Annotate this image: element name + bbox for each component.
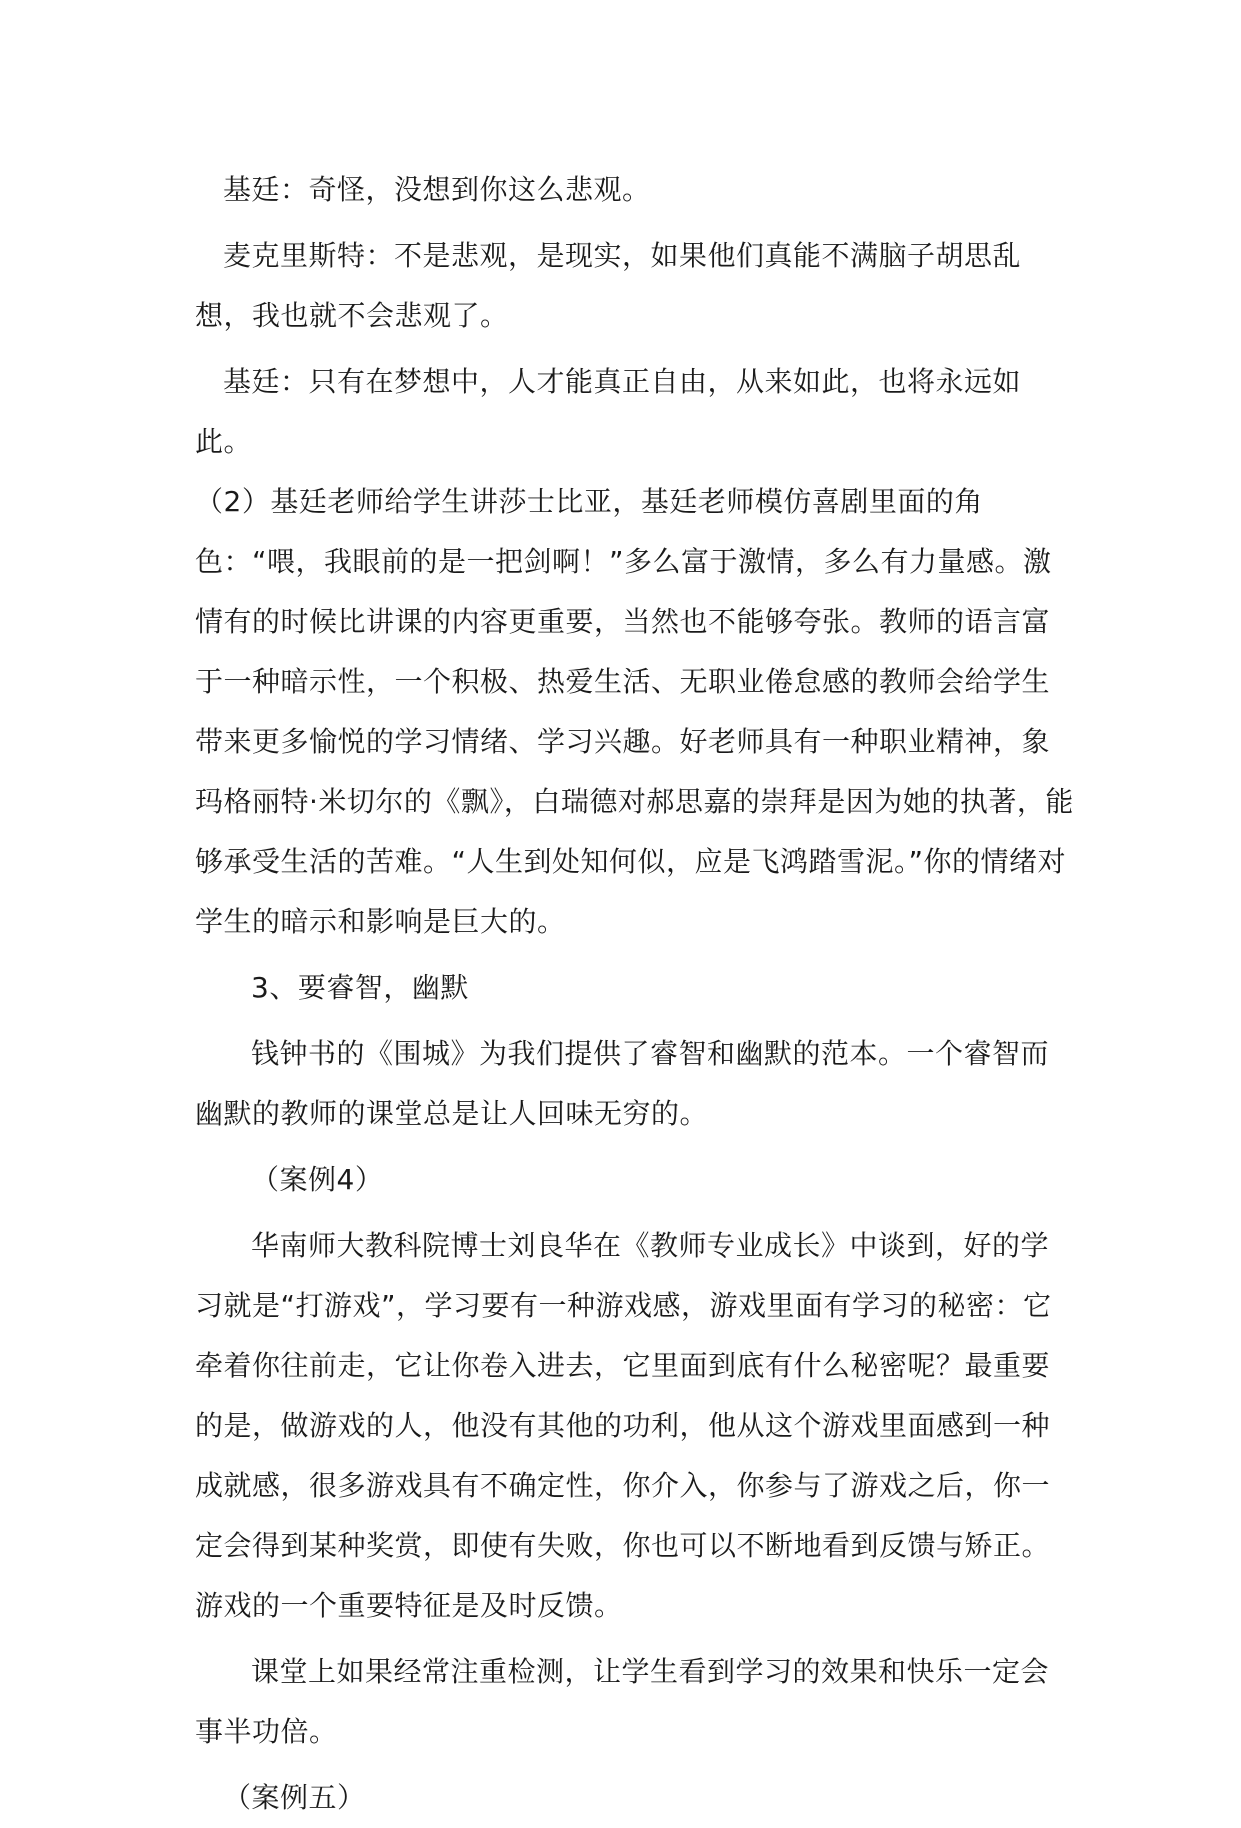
case-label-4: （案例4） <box>251 1163 384 1196</box>
dialogue-line-keating-1: 基廷：奇怪，没想到你这么悲观。 <box>223 173 651 206</box>
paragraph-fortress-besieged: 钱钟书的《围城》为我们提供了睿智和幽默的范本。一个睿智而幽默的教师的课堂总是让人回味无穷的。 <box>195 1037 1050 1130</box>
case-label-5: （案例五） <box>223 1781 366 1814</box>
dialogue-line-keating-2: 基廷：只有在梦想中，人才能真正自由，从来如此，也将永远如此。 <box>195 365 1022 458</box>
document-body <box>195 160 1075 1828</box>
paragraph-game-learning: 华南师大教科院博士刘良华在《教师专业成长》中谈到，好的学习就是“打游戏”，学习要有一种游戏感，游戏里面有学习的秘密：它牵着你往前走，它让你卷入进去，它里面到底有什么秘密呢？最重要的是，做游戏的人，他没有其他的功利，他从这个游戏里面感到一种成就感，很多游戏具有不确定性，你介入，你参与了游戏之后，你一定会得到某种奖赏，即使有失败，你也可以不断地看到反馈与矫正。游戏的一个重要特征是及时反馈。 <box>195 1229 1052 1622</box>
paragraph-case-2: （2）基廷老师给学生讲莎士比亚，基廷老师模仿喜剧里面的角色：“喂，我眼前的是一把剑啊！”多么富于激情，多么有力量感。激情有的时候比讲课的内容更重要，当然也不能够夸张。教师的语言富于一种暗示性，一个积极、热爱生活、无职业倦怠感的教师会给学生带来更多愉悦的学习情绪、学习兴趣。好老师具有一种职业精神，象玛格丽特·米切尔的《飘》，白瑞德对郝思嘉的崇拜是因为她的执著，能够承受生活的苦难。“人生到处知何似，应是飞鸿踏雪泥。”你的情绪对学生的暗示和影响是巨大的。 <box>195 485 1074 938</box>
section-heading-wit-humor: 3、要睿智，幽默 <box>251 971 469 1004</box>
dialogue-line-mcallister: 麦克里斯特：不是悲观，是现实，如果他们真能不满脑子胡思乱想，我也就不会悲观了。 <box>195 239 1022 332</box>
paragraph-classroom-testing: 课堂上如果经常注重检测，让学生看到学习的效果和快乐一定会事半功倍。 <box>195 1655 1050 1748</box>
